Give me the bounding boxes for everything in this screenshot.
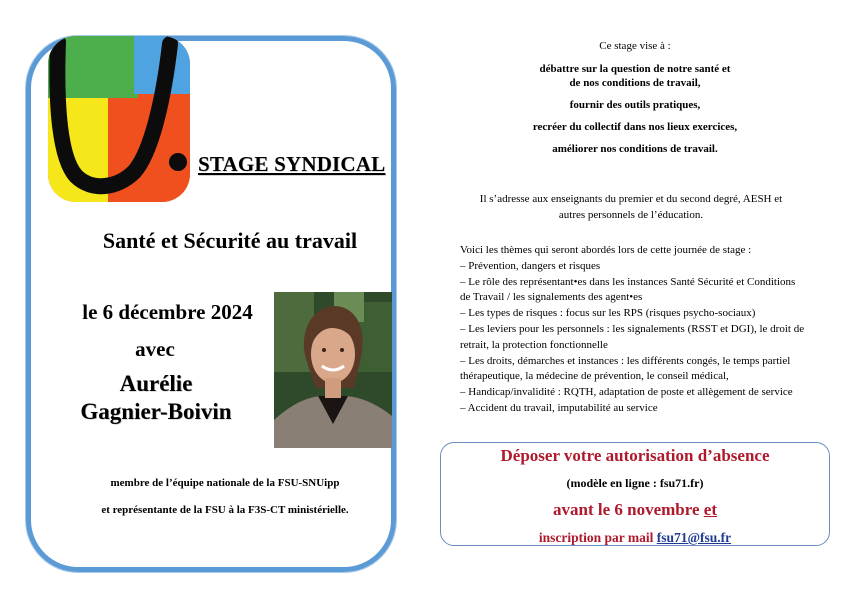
member-line-1: membre de l’équipe nationale de la FSU-SNUipp — [110, 477, 340, 489]
speaker-name — [56, 370, 256, 426]
speaker-description — [60, 470, 390, 524]
goal-item-3: recréer du collectif dans nos lieux exercices, — [532, 121, 738, 133]
deadline-and: et — [703, 500, 717, 519]
fsu-logo-icon — [48, 36, 190, 202]
goal-item-4: améliorer nos conditions de travail. — [552, 143, 718, 155]
speaker-last-name: Gagnier-Boivin — [80, 399, 232, 424]
theme-item: – Les types de risques : focus sur les RPS (risques psycho-sociaux) — [460, 307, 756, 320]
absence-request-box — [440, 442, 830, 546]
absence-model: (modèle en ligne : fsu71.fr) — [566, 476, 704, 490]
theme-item: – Accident du travail, imputabilité au service — [460, 401, 658, 414]
signup-text: inscription par mail — [538, 530, 654, 545]
themes-list — [460, 243, 805, 417]
goals-intro: Ce stage vise à : — [599, 40, 671, 52]
with-label: avec — [135, 337, 175, 361]
goals-list — [470, 62, 800, 156]
absence-title: Déposer votre autorisation d’absence — [500, 446, 770, 465]
audience-line-1: Il s’adresse aux enseignants du premier et du second degré, AESH et — [479, 193, 783, 205]
audience-line-2: autres personnels de l’éducation. — [558, 209, 704, 221]
deadline-text: avant le 6 novembre — [552, 500, 700, 519]
theme-item: – Handicap/invalidité : RQTH, adaptation de poste et allègement de service — [460, 386, 793, 399]
stage-title: STAGE SYNDICAL — [198, 152, 386, 176]
email-link[interactable]: fsu71@fsu.fr — [656, 530, 732, 545]
absence-deadline — [441, 500, 829, 520]
goal-item-1b: de nos conditions de travail, — [569, 77, 701, 89]
theme-item: – Le rôle des représentant•es dans les instances Santé Sécurité et Conditions de Travail / les signalements des agent•es — [460, 275, 796, 304]
goal-item-1a: débattre sur la question de notre santé et — [539, 63, 731, 75]
audience-text — [456, 191, 806, 223]
theme-item: – Prévention, dangers et risques — [460, 259, 601, 272]
theme-item: – Les leviers pour les personnels : les signalements (RSST et DGI), le droit de retrait, la protection fonctionnelle — [460, 322, 805, 351]
goal-item-2: fournir des outils pratiques, — [569, 99, 701, 111]
speaker-first-name: Aurélie — [119, 371, 193, 396]
stage-subject: Santé et Sécurité au travail — [102, 228, 358, 253]
stage-date: le 6 décembre 2024 — [82, 300, 253, 324]
themes-intro: Voici les thèmes qui seront abordés lors de cette journée de stage : — [460, 244, 752, 256]
signup-line — [441, 530, 829, 546]
member-line-2: et représentante de la FSU à la F3S-CT ministérielle. — [101, 504, 349, 516]
theme-item: – Les droits, démarches et instances : les différents congés, le temps partiel thérapeutique, la médecine de prévention, le conseil médical, — [460, 354, 791, 383]
speaker-photo — [274, 292, 392, 448]
